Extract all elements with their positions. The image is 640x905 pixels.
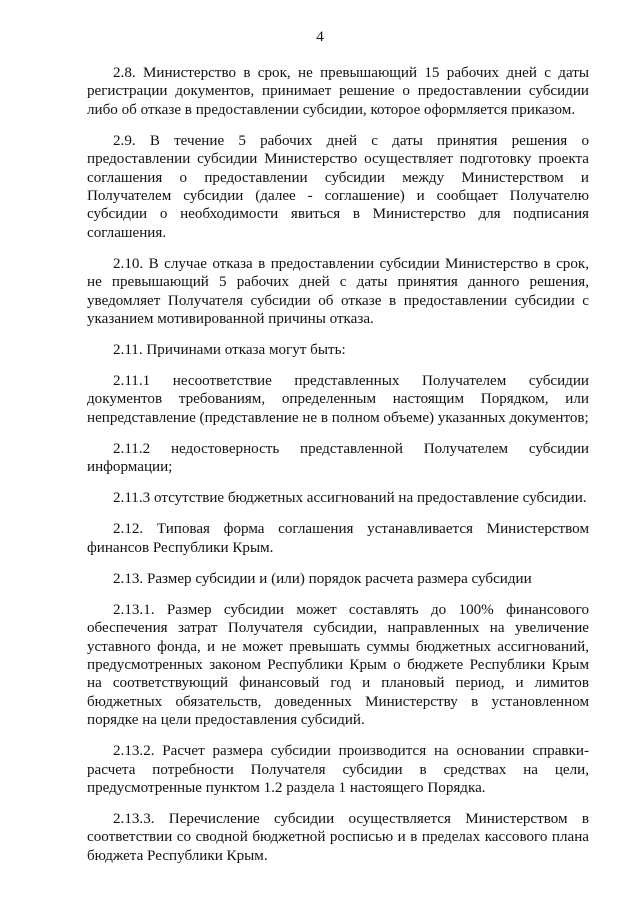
paragraph-2-10: 2.10. В случае отказа в предоставлении субсидии Министерство в срок, не превышающий 5 рабочих дней с даты принятия данного решения, уведомляет Получателя субсидии об отказе в предоставлении субсидии с указанием мотивированной причины отказа.: [87, 255, 589, 328]
paragraph-2-11: 2.11. Причинами отказа могут быть:: [113, 342, 346, 359]
paragraph-2-9: 2.9. В течение 5 рабочих дней с даты принятия решения о предоставлении субсидии Министерство осуществляет подготовку проекта соглашения о предоставлении субсидии между Министерством и Получателем субсидии (далее - соглашение) и сообщает Получателю субсидии о необходимости явиться в Министерство для подписания соглашения.: [87, 132, 589, 241]
paragraph-2-11-2: 2.11.2 недостоверность представленной Получателем субсидии информации;: [87, 440, 589, 476]
document-body: [87, 64, 589, 878]
page-number: 4: [316, 29, 324, 45]
paragraph-2-13-2: 2.13.2. Расчет размера субсидии производится на основании справки-расчета потребности Получателя субсидии в средствах на цели, предусмотренные пунктом 1.2 раздела 1 настоящего Порядка.: [87, 743, 589, 796]
paragraph-2-11-3: 2.11.3 отсутствие бюджетных ассигнований на предоставление субсидии.: [113, 490, 587, 507]
paragraph-2-12: 2.12. Типовая форма соглашения устанавливается Министерством финансов Республики Крым.: [87, 521, 589, 556]
paragraph-2-13-1: 2.13.1. Размер субсидии может составлять до 100% финансового обеспечения затрат Получателя субсидии, направленных на увеличение уставного фонда, и не может превышать суммы бюджетных ассигнований, предусмотренных законом Республики Крым о бюджете Республики Крым на соответствующий финансовый год и плановый период, и лимитов бюджетных обязательств, доведенных Министерству в установленном порядке на цели предоставления субсидий.: [87, 601, 589, 729]
paragraph-2-13-3: 2.13.3. Перечисление субсидии осуществляется Министерством в соответствии со сводной бюджетной росписью и в пределах кассового плана бюджета Республики Крым.: [87, 810, 589, 864]
paragraph-2-11-1: 2.11.1 несоответствие представленных Получателем субсидии документов требованиям, определенным настоящим Порядком, или непредставление (представление не в полном объеме) указанных документов;: [87, 373, 589, 426]
paragraph-2-8: 2.8. Министерство в срок, не превышающий 15 рабочих дней с даты регистрации документов, принимает решение о предоставлении субсидии либо об отказе в предоставлении субсидии, которое оформляется приказом.: [87, 65, 589, 118]
paragraph-2-13: 2.13. Размер субсидии и (или) порядок расчета размера субсидии: [113, 570, 532, 587]
